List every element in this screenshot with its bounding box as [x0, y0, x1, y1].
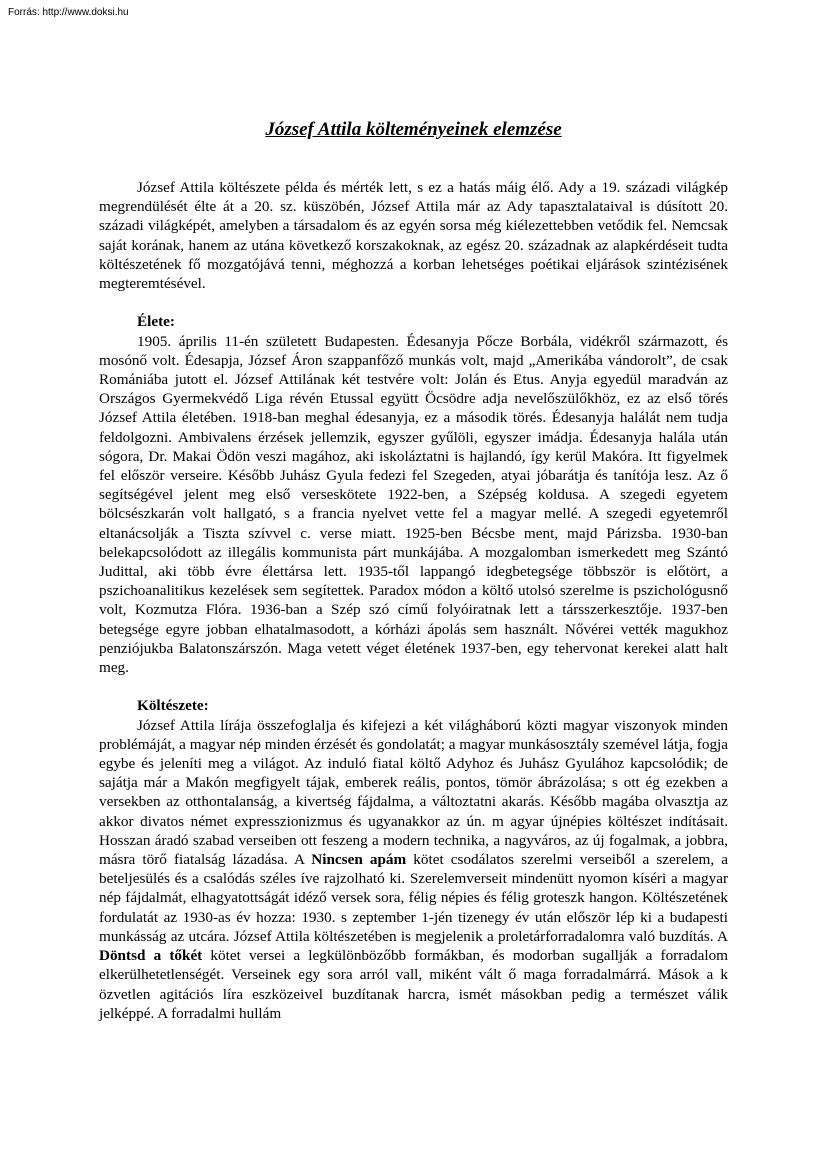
document-body [99, 178, 728, 1023]
book-title-dontsd-a-toket: Döntsd a tőkét [99, 947, 203, 965]
book-title-nincsen-apam: Nincsen apám [311, 851, 407, 869]
intro-paragraph: József Attila költészete példa és mérték lett, s ez a hatás máig élő. Ady a 19. századi világkép megrendülését élte át a 20. sz. küszöbén, József Attila már az Ady tapasztalataival is dúsított 20. századi világképét, amelyben a társadalom és az egyén sorsa még kiélezettebben vetődik fel. Nemcsak saját korának, hanem az utána következő korszakoknak, az egész 20. századnak az alapkérdéseit tudta költészetének fő mozgatójává tenni, méghozzá a korban lehetséges poétikai eljárások szintézisének megteremtésével. [99, 179, 728, 293]
poetry-text-2: kötet csodálatos szerelmi verseiből a szerelem, a beteljesülés és a csalódás széles íve rajzolható ki. Szerelemverseit mindenütt nyomon kíséri a magyar nép fájdalmát, elhagyatottságát idéző versek sora, félig népies és félig groteszk hangon. Költészetének fordulatát az 1930-as év hozza: 1930. s zeptember 1-jén tizenegy év után először lép ki a budapesti munkásság az utcára. József Attila költészetében is megjelenik a proletárforradalomra való buzdítás. A [99, 851, 729, 945]
poetry-text-1: József Attila lírája összefoglalja és kifejezi a két világháború közti magyar viszonyok minden problémáját, a magyar nép minden érzését és gondolatát; a magyar munkásosztály szemével látja, fogja egybe és jeleníti meg a világot. Az induló fiatal költő Adyhoz és Juhász Gyulához kapcsolódik; de sajátja már a Makón megfigyelt tájak, emberek reális, pontos, tömör ábrázolása; s ott ég ezekben a versekben az otthontalanság, a kivertség fájdalma, a változtatni akarás. Később magába olvasztja az akkor divatos német expresszionizmus és ugyanakkor az ún. m agyar újnépies költészet indításait. Hosszan áradó szabad verseiben ott feszeng a modern technika, a nagyváros, az új fogalmak, a jobbra, másra törő fiatalság lázadása. A [99, 716, 728, 869]
source-note: Forrás: http://www.doksi.hu [8, 7, 129, 18]
poetry-text-3: kötet versei a legkülönbözőbb formákban, és modorban sugallják a forradalom elkerülhetetlenségét. Verseinek egy sora arról vall, miként vált ő maga forradalmárrá. Mások a k özvetlen agitációs líra eszközeivel buzdítanak harcra, ismét másokban pedig a természet válik jelképpé. A forradalmi hullám [99, 947, 728, 1022]
page-title: József Attila költeményeinek elemzése [265, 119, 562, 140]
life-heading: Élete: [137, 313, 175, 331]
poetry-paragraph [99, 716, 728, 1023]
poetry-heading: Költészete: [137, 697, 209, 715]
life-paragraph: 1905. április 11-én született Budapesten. Édesanyja Pőcze Borbála, vidékről származott, és mosónő volt. Édesapja, József Áron szappanfőző munkás volt, majd „Amerikába vándorolt”, de csak Romániába jutott el. József Attilának két testvére volt: Jolán és Etus. Anyja egyedül maradván az Országos Gyermekvédő Liga révén Etussal együtt Öcsödre adja nevelőszülőkhöz, ez az első törés József Attila életében. 1918-ban meghal édesanyja, ez a második törés. Édesanyja halálát nem tudja feldolgozni. Ambivalens érzések jellemzik, egyszer gyűlöli, egyszer imádja. Édesanyja halála után sógora, Dr. Makai Ödön veszi magához, aki iskoláztatni is hajlandó, így kerül Makóra. Itt figyelmek fel először verseire. Később Juhász Gyula fedezi fel Szegeden, atyai jóbarátja és tanítója lesz. Az ő segítségével jelent meg első verseskötete 1922-ben, a Szépség koldusa. A szegedi egyetem bölcsészkarán volt hallgató, s a francia nyelvet vette fel a magyar mellé. A szegedi egyetemről eltanácsolják a Tiszta szívvel c. verse miatt. 1925-ben Bécsbe ment, majd Párizsba. 1930-ban belekapcsolódott az illegális kommunista párt munkájába. A mozgalomban ismerkedett meg Szántó Judittal, aki több évre élettársa lett. 1935-től lappangó idegbetegsége többször is előtört, a pszichoanalitikus kezelések sem segítettek. Paradox módon a költő utolsó szerelme is pszichológusnő volt, Kozmutza Flóra. 1936-ban a Szép szó című folyóiratnak lett a társszerkesztője. 1937-ben betegsége egyre jobban elhatalmasodott, a kórházi ápolás sem használt. Nővérei vették magukhoz penziójukba Balatonszárszón. Maga vetett véget életének 1937-ben, egy tehervonat kerekei alatt halt meg. [99, 332, 728, 677]
